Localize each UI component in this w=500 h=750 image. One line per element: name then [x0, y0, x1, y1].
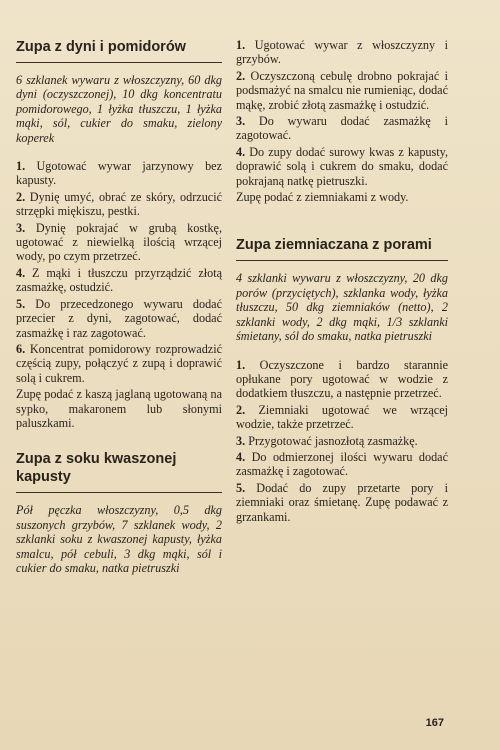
step: [236, 145, 448, 188]
step: [236, 403, 448, 432]
step-number: 3.: [16, 220, 26, 235]
step-number: 1.: [236, 38, 246, 52]
title-rule: [16, 62, 222, 63]
step: [16, 342, 222, 385]
step-number: 1.: [236, 357, 246, 372]
step: [236, 358, 448, 401]
steps-sauerkraut-juice-soup: [236, 38, 448, 204]
step-number: 4.: [236, 449, 246, 464]
step-number: 2.: [236, 68, 246, 83]
step-number: 3.: [236, 114, 246, 129]
step: [236, 434, 448, 448]
page-number: 167: [425, 717, 444, 729]
step-text: Zupę podać z ziemniakami z wody.: [236, 190, 409, 205]
step-number: 5.: [16, 296, 26, 311]
step: [236, 69, 448, 112]
steps-potato-leek-soup: [236, 358, 448, 524]
step: [16, 159, 222, 188]
steps-pumpkin-tomato-soup: [16, 159, 222, 430]
recipe-title-sauerkraut-juice-soup: Zupa z soku kwaszonej kapusty: [16, 451, 177, 486]
step: [236, 114, 448, 143]
step-text: Do zupy dodać surowy kwas z kapusty, doprawić solą i cukrem do smaku, dodać pokrajaną natkę pietruszki.: [236, 144, 448, 188]
step: [16, 190, 222, 219]
step: [16, 266, 222, 295]
step-number: 6.: [16, 341, 26, 356]
ingredients-potato-leek-soup: 4 szklanki wywaru z włoszczyzny, 20 dkg porów (przyciętych), szklanka wody, łyżka tłuszczu, 50 dkg ziemniaków (netto), 2 szklanki wody, 2 dkg mąki, 1/3 szklanki śmietany, sól do smaku, natka pietruszki: [236, 271, 448, 344]
right-column: [236, 38, 448, 526]
step-number: 5.: [236, 480, 246, 495]
recipe-title-pumpkin-tomato-soup: Zupa z dyni i pomidorów: [16, 39, 186, 55]
step-text: Do wywaru dodać zasmażkę i zagotować.: [236, 114, 448, 143]
step-text: Z mąki i tłuszczu przyrządzić złotą zasmażkę, ostudzić.: [16, 265, 222, 295]
step-number: 2.: [236, 402, 246, 417]
step-text: Oczyszczoną cebulę drobno pokrajać i podsmażyć na smalcu nie rumieniąc, dodać mąkę, zrobić złotą zasmażkę i ostudzić.: [236, 68, 449, 112]
step: [236, 481, 448, 524]
step-number: 4.: [16, 265, 26, 280]
step: [236, 38, 448, 67]
step-number: 4.: [236, 144, 246, 159]
step-text: Zupę podać z kaszą jaglaną ugotowaną na sypko, makaronem lub słonymi paluszkami.: [16, 387, 222, 430]
step-text: Koncentrat pomidorowy rozprowadzić częścią zupy, połączyć z zupą i doprawić solą i cukrem.: [16, 341, 222, 385]
recipe-title-potato-leek-soup: Zupa ziemniaczana z porami: [236, 237, 432, 254]
serving-note: [236, 190, 448, 204]
step-text: Do odmierzonej ilości wywaru dodać zasmażkę i zagotować.: [236, 449, 449, 479]
step-text: Oczyszczone i bardzo starannie opłukane pory ugotować w wodzie z dodatkiem tłuszczu, a następnie przetrzeć.: [236, 357, 448, 401]
ingredients-pumpkin-tomato-soup: 6 szklanek wywaru z włoszczyzny, 60 dkg dyni (oczyszczonej), 10 dkg koncentratu pomidorowego, 1 łyżka tłuszczu, 1 łyżka mąki, sól, cukier do smaku, zielony koperek: [16, 73, 222, 145]
step-number: 3.: [236, 433, 246, 448]
step: [236, 450, 448, 479]
step-text: Ziemniaki ugotować we wrzącej wodzie, także przetrzeć.: [236, 402, 448, 432]
step-text: Ugotować wywar z włoszczyzny i grzybów.: [236, 38, 448, 67]
ingredients-sauerkraut-juice-soup: Pół pęczka włoszczyzny, 0,5 dkg suszonych grzybów, 7 szklanek wody, 2 szklanki soku z kwaszonej kapusty, łyżka smalcu, pół cebuli, 3 dkg mąki, sól i cukier do smaku, natka pietruszki: [16, 503, 222, 575]
step-text: Przygotować jasnozłotą zasmażkę.: [248, 433, 418, 448]
step-text: Ugotować wywar jarzynowy bez kapusty.: [16, 159, 222, 188]
step-text: Dynię umyć, obrać ze skóry, odrzucić strzępki miękiszu, pestki.: [16, 189, 223, 219]
step: [16, 221, 222, 264]
title-rule: [16, 492, 222, 493]
step-number: 2.: [16, 189, 26, 204]
step-number: 1.: [16, 159, 26, 174]
step-text: Dynię pokrajać w grubą kostkę, ugotować z niewielką ilością wrzącej wody, po czym przetrzeć.: [16, 220, 223, 264]
step-text: Do przecedzonego wywaru dodać przecier z dyni, zagotować, dodać zasmażkę i raz zagotować.: [16, 296, 222, 340]
step: [16, 297, 222, 340]
step-text: Dodać do zupy przetarte pory i ziemniaki oraz śmietanę. Zupę podawać z grzankami.: [236, 480, 448, 524]
title-rule: [236, 260, 448, 261]
left-column: [16, 38, 222, 589]
serving-note: [16, 387, 222, 430]
